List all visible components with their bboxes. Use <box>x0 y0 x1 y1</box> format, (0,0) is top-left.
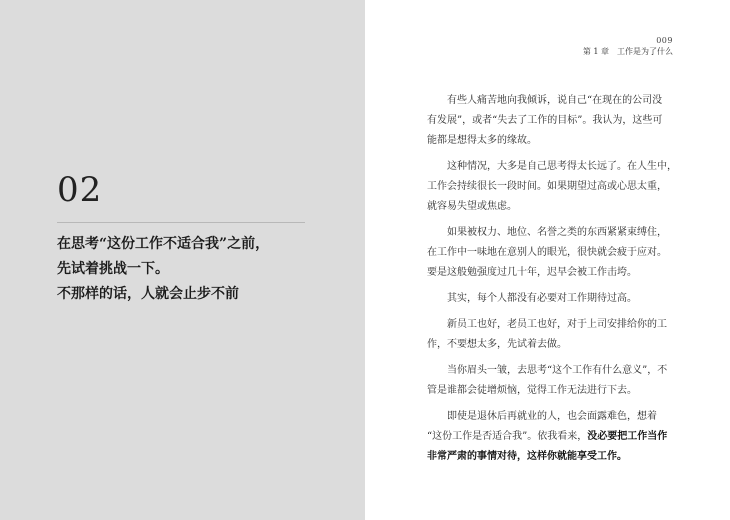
paragraph <box>427 91 675 151</box>
paragraph <box>427 361 675 401</box>
paragraph <box>427 223 675 283</box>
body-text <box>427 91 675 473</box>
text-line: 管是谁都会徒增烦恼，觉得工作无法进行下去。 <box>427 385 637 396</box>
text-line: 工作会持续很长一段时间。如果期望过高或心思太重， <box>427 181 667 192</box>
text-line: 能都是想得太多的缘故。 <box>427 135 537 146</box>
page-number: 009 <box>656 36 673 45</box>
text-line: 当你眉头一皱，去思考“这个工作有什么意义”，不 <box>427 365 668 376</box>
paragraph-last <box>427 407 675 467</box>
text-line: 其实，每个人都没有必要对工作期待过高。 <box>427 293 637 304</box>
text-run: “这份工作是否适合我”。依我看来， <box>427 431 588 442</box>
section-title-line: 先试着挑战一下。 <box>57 261 169 277</box>
text-line: 在工作中一味地在意别人的眼光，很快就会疲于应对。 <box>427 247 667 258</box>
emphasized-text: 非常严肃的事情对待，这样你就能享受工作。 <box>427 451 627 462</box>
paragraph <box>427 315 675 355</box>
text-line: 有些人痛苦地向我倾诉，说自己“在现在的公司没 <box>427 95 663 106</box>
running-header <box>583 46 673 57</box>
text-line <box>427 427 675 447</box>
text-line: 这种情况，大多是自己思考得太长远了。在人生中， <box>427 161 677 172</box>
section-title-line: 不那样的话，人就会止步不前 <box>57 286 239 302</box>
text-line: 即使是退休后再就业的人，也会面露难色，想着 <box>427 411 657 422</box>
text-line: 要是这般勉强度过几十年，迟早会被工作击垮。 <box>427 267 637 278</box>
paragraph <box>427 289 675 309</box>
text-line: 就容易失望或焦虑。 <box>427 201 517 212</box>
section-title <box>57 232 317 307</box>
text-line: 有发展”，或者“失去了工作的目标”。我认为，这些可 <box>427 115 663 126</box>
text-line: 如果被权力、地位、名誉之类的东西紧紧束缚住， <box>427 227 667 238</box>
paragraph <box>427 157 675 217</box>
chapter-title: 工作是为了什么 <box>617 47 673 56</box>
chapter-label: 第 1 章 <box>582 47 609 56</box>
text-line: 作，不要想太多，先试着去做。 <box>427 339 567 350</box>
emphasized-text: 没必要把工作当作 <box>587 431 668 442</box>
text-line: 新员工也好，老员工也好，对于上司安排给你的工 <box>427 319 667 330</box>
section-title-line: 在思考“这份工作不适合我”之前， <box>57 236 270 252</box>
section-divider <box>57 222 305 223</box>
section-number: 02 <box>57 170 103 210</box>
